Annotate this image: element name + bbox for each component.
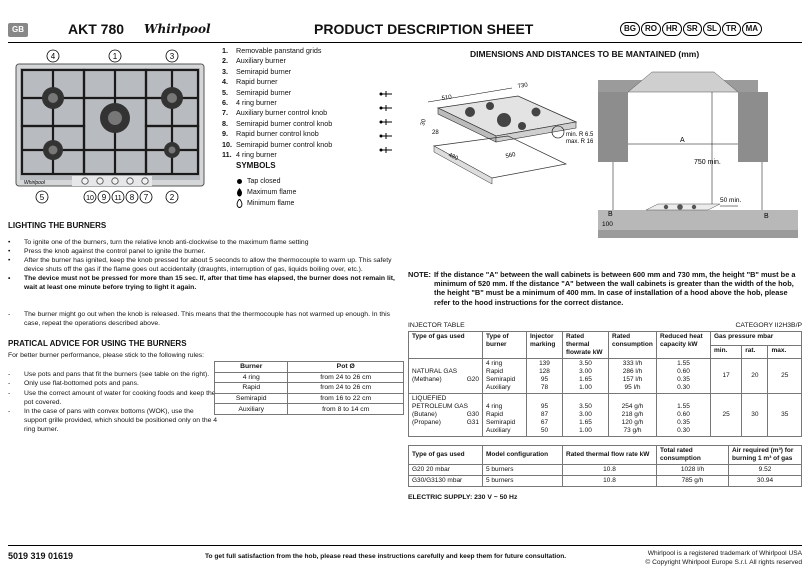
dim-label: 30	[420, 118, 428, 127]
dim-label: A	[680, 137, 685, 144]
dim-label: 28	[432, 130, 439, 136]
dim-label: 730	[517, 82, 529, 90]
callout-label: 7	[143, 193, 149, 202]
dim-label: 560	[505, 152, 517, 160]
table-header-row: min. rat. max.	[409, 345, 802, 359]
trademark-notice: Whirlpool is a registered trademark of Whirlpool USA © Copyright Whirlpool Europe S.r.l. All rights reserved	[645, 550, 802, 566]
table-row: Rapid from 24 to 26 cm	[215, 383, 404, 394]
symbol-row: Tap closed	[236, 176, 296, 187]
language-badge: TR	[722, 22, 741, 36]
language-badge: HR	[662, 22, 682, 36]
model-name: AKT 780	[68, 21, 125, 37]
installation-note: NOTE: If the distance "A" between the wall cabinets is between 600 mm and 730 mm, the height "B" must be a minimum of 520 mm. If the distance "A" between the wall cabinets is greater than the width of the hob, the height "B" must be a minimum of 400 mm. In case of installation of a hood above the hob, please refer to the hood instructions for the correct distance.	[408, 270, 796, 307]
table-row: Semirapid from 16 to 22 cm	[215, 393, 404, 404]
symbol-row: Minimum flame	[236, 198, 296, 209]
table-header-row: Burner Pot Ø	[215, 362, 404, 373]
language-badge: BG	[620, 22, 640, 36]
dim-label: B	[764, 213, 769, 220]
table-row: LIQUEFIED PETROLEUM GAS (Butane) G30 (Propane) G31 4 ring Rapid Semirapid Auxiliary 95 87 67 50 3.50 3.00 1.65 1.00 254 g/h 218 g/h 120 g/h 73 g/h 1.55 0.60 0.35 0.30 25 30 35	[409, 394, 802, 437]
electric-supply: ELECTRIC SUPPLY: 230 V ~ 50 Hz	[408, 494, 518, 501]
dim-label: min. R 6.5	[566, 132, 594, 138]
advice-list	[8, 371, 218, 435]
list-item: - The burner might go out when the knob is released. This means that the thermocouple has not warmed up enough. In this case, repeat the operations described above.	[8, 311, 390, 327]
dim-label: 100	[602, 221, 613, 228]
footer-divider	[8, 545, 802, 546]
page-title: PRODUCT DESCRIPTION SHEET	[314, 21, 534, 37]
list-item: 11. 4 ring burner	[222, 150, 277, 160]
table-row: G30/G3130 mbar 5 burners 10.8 785 g/h 30.94	[409, 476, 802, 487]
callout-label: 3	[169, 52, 175, 61]
symbols-title: SYMBOLS	[236, 161, 276, 170]
list-item: 10. Semirapid burner control knob	[222, 139, 333, 149]
language-badge: SR	[683, 22, 702, 36]
lighting-instructions	[8, 239, 400, 292]
dim-label: 750 min.	[694, 159, 721, 166]
lighting-title: LIGHTING THE BURNERS	[8, 221, 107, 230]
language-badge: SL	[703, 22, 721, 36]
list-item: 6. 4 ring burner	[222, 98, 277, 108]
knob-position-icons	[378, 90, 394, 160]
hob-illustration	[12, 48, 208, 204]
table-row: G20 20 mbar 5 burners 10.8 1028 l/h 9.52	[409, 465, 802, 476]
pot-size-table	[214, 361, 404, 415]
injector-title: INJECTOR TABLE	[408, 322, 465, 329]
brand-logo: Whirlpool	[144, 22, 211, 36]
max-flame-icon	[236, 188, 243, 197]
dimensions-title: DIMENSIONS AND DISTANCES TO BE MANTAINED (mm)	[470, 49, 700, 59]
table-row: 4 ring from 24 to 26 cm	[215, 372, 404, 383]
callout-label: 2	[169, 193, 175, 202]
advice-intro: For better burner performance, please stick to the following rules:	[8, 352, 205, 359]
callout-label: 5	[39, 193, 45, 202]
dim-label: 50 min.	[720, 197, 742, 204]
footer-message: To get full satisfaction from the hob, please read these instructions carefully and keep them for future consultation.	[205, 553, 567, 560]
list-item: 4. Rapid burner	[222, 77, 278, 87]
callout-label: 1	[112, 52, 118, 61]
parts-list	[222, 46, 392, 160]
table-header-row: Type of gas used Type of burner Injector marking Rated thermal flowrate kW Rated consumption Reduced heat capacity kW Gas pressure mbar	[409, 332, 802, 346]
list-item: - Use pots and pans that fit the burners (see table on the right).	[8, 371, 210, 378]
table-header-row: Type of gas used Model configuration Rated thermal flow rate kW Total rated consumption Air required (m³) for burning 1 m³ of gas	[409, 446, 802, 465]
list-item: - Only use flat-bottomed pots and pans.	[8, 380, 139, 388]
callout-label: 10	[86, 195, 94, 202]
injector-table	[408, 331, 802, 437]
gas-category: CATEGORY II2H3B/P	[735, 322, 802, 329]
lighting-note	[8, 311, 400, 329]
list-item: • After the burner has ignited, keep the knob pressed for about 5 seconds to allow the thermocouple to warm up. This safety device shuts off the gas if the flame goes out accidentally (draughts, interruption of gas, liquids boiling over, etc.).	[8, 256, 392, 273]
list-item: • To ignite one of the burners, turn the relative knob anti-clockwise to the maximum flame setting	[8, 239, 309, 246]
header-divider	[8, 42, 802, 43]
language-badge: RO	[641, 22, 661, 36]
callout-label: 11	[114, 195, 122, 202]
table-row: Auxiliary from 8 to 14 cm	[215, 404, 404, 415]
list-item: 7. Auxiliary burner control knob	[222, 108, 328, 118]
table-row: NATURAL GAS (Methane) G20 4 ring Rapid Semirapid Auxiliary 139 128 95 78 3.50 3.00 1.65 1.00 333 l/h 286 l/h 157 l/h 95 l/h 1.55 0.60 0.35 0.30 17 20 25	[409, 359, 802, 394]
dimensions-diagram	[408, 60, 802, 240]
page-header	[8, 20, 802, 40]
consumption-summary-table	[408, 445, 802, 487]
dim-label: B	[608, 211, 613, 218]
symbol-row: Maximum flame	[236, 187, 296, 198]
list-item: 2. Auxiliary burner	[222, 56, 286, 66]
symbols-legend	[236, 176, 296, 209]
list-item: • Press the knob against the control panel to ignite the burner.	[8, 247, 206, 255]
document-code: 5019 319 01619	[8, 551, 74, 561]
dim-label: max. R 16	[566, 139, 594, 145]
callout-label: 9	[101, 193, 107, 202]
list-item: 9. Rapid burner control knob	[222, 129, 319, 139]
list-item: • The device must not be pressed for more than 15 sec. If, after that time has elapsed, the burner does not remain lit, wait at least one minute before trying to light it again.	[8, 274, 395, 291]
country-badge: GB	[8, 23, 28, 37]
list-item: - Use the correct amount of water for cooking foods and keep the pot covered.	[8, 389, 216, 406]
callout-label: 8	[129, 193, 135, 202]
list-item: - In the case of pans with convex bottoms (WOK), use the support grille provided, which should be positioned only on the 4 ring burner.	[8, 408, 218, 433]
list-item: 5. Semirapid burner	[222, 87, 292, 97]
language-badge: MA	[742, 22, 762, 36]
dim-label: 510	[441, 94, 453, 102]
dim-label: 480	[447, 152, 459, 163]
language-badges	[620, 22, 762, 36]
list-item: 3. Semirapid burner	[222, 66, 292, 76]
hob-brand-mark: Whirlpool	[24, 180, 45, 186]
tap-closed-icon	[236, 178, 243, 185]
min-flame-icon	[236, 199, 243, 208]
callout-label: 4	[50, 52, 56, 61]
list-item: 1. Removable panstand grids	[222, 46, 322, 55]
advice-title: PRATICAL ADVICE FOR USING THE BURNERS	[8, 339, 187, 348]
list-item: 8. Semirapid burner control knob	[222, 118, 333, 128]
